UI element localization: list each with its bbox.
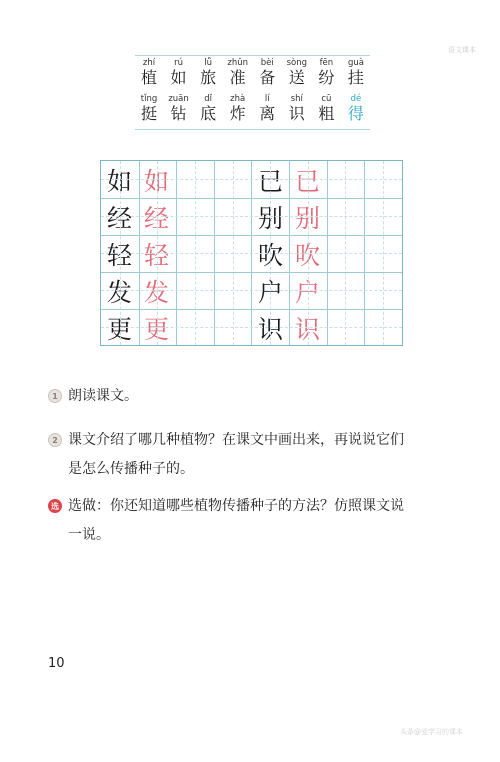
grid-guide-line: [101, 216, 402, 217]
grid-row-line: [101, 272, 402, 273]
question-3-line-2: 一说。: [68, 527, 110, 543]
character: 送: [288, 68, 305, 87]
vocab-word: [165, 58, 193, 87]
grid-guide-line: [101, 290, 402, 291]
trace-character: 识: [294, 314, 320, 344]
question-2-icon: 2: [48, 433, 62, 447]
pinyin: guà: [347, 58, 364, 68]
question-3-line-1: 选做：你还知道哪些植物传播种子的方法？仿照课文说: [68, 498, 404, 514]
watermark-bottom: 头条@爱学习的课本: [400, 728, 463, 736]
character: 挺: [140, 104, 157, 123]
vocabulary-box: [135, 55, 370, 130]
trace-character: 户: [294, 277, 320, 307]
pinyin: lí: [264, 94, 270, 104]
grid-row-line: [101, 235, 402, 236]
pinyin: lǚ: [204, 58, 212, 68]
grid-guide-line: [101, 327, 402, 328]
vocab-bottom-rule: [135, 129, 370, 130]
trace-character: 发: [143, 277, 169, 307]
grid-row-line: [101, 198, 402, 199]
vocab-word: [253, 94, 281, 123]
grid-row-line: [101, 309, 402, 310]
character: 植: [140, 68, 157, 87]
model-character: 识: [257, 314, 283, 344]
question-2-line-1: 课文介绍了哪几种植物？在课文中画出来，再说说它们: [68, 432, 404, 448]
vocab-word: [135, 94, 163, 123]
optional-task-icon: 选: [48, 499, 62, 513]
vocab-word: [283, 94, 311, 123]
trace-character: 已: [294, 166, 320, 196]
vocab-word-highlighted: [342, 94, 370, 123]
pinyin: sòng: [286, 58, 308, 68]
trace-character: 更: [143, 314, 169, 344]
pinyin: bèi: [260, 58, 274, 68]
vocab-word: [194, 94, 222, 123]
question-1-icon: 1: [48, 389, 62, 403]
vocab-word: [194, 58, 222, 87]
vocab-word: [312, 94, 340, 123]
trace-character: 别: [294, 203, 320, 233]
character: 识: [288, 104, 305, 123]
pinyin: tǐng: [140, 94, 158, 104]
model-character: 吹: [257, 240, 283, 270]
vocab-word: [135, 58, 163, 87]
model-character: 发: [106, 277, 132, 307]
trace-character: 轻: [143, 240, 169, 270]
pinyin: fēn: [319, 58, 334, 68]
trace-character: 经: [143, 203, 169, 233]
character: 备: [259, 68, 276, 87]
model-character: 已: [257, 166, 283, 196]
trace-character: 吹: [294, 240, 320, 270]
pinyin: dǐ: [204, 94, 212, 104]
vocab-word: [312, 58, 340, 87]
vocab-word: [224, 94, 252, 123]
character: 底: [200, 104, 217, 123]
character: 纷: [318, 68, 335, 87]
character: 离: [259, 104, 276, 123]
vocab-word: [283, 58, 311, 87]
vocab-top-rule: [135, 55, 370, 56]
vocab-word: [165, 94, 193, 123]
question-1-text: 朗读课文。: [68, 388, 138, 404]
model-character: 别: [257, 203, 283, 233]
character: 旅: [200, 68, 217, 87]
character: 准: [229, 68, 246, 87]
trace-character: 如: [143, 166, 169, 196]
page-number: 10: [48, 656, 65, 671]
writing-practice-grid: [100, 160, 403, 346]
vocab-row-2: [135, 94, 370, 123]
grid-guide-line: [101, 253, 402, 254]
pinyin: zuān: [168, 94, 189, 104]
pinyin: zhà: [230, 94, 246, 104]
character: 得: [347, 104, 364, 123]
grid-guide-line: [101, 179, 402, 180]
watermark-top: 语文课本: [448, 46, 476, 54]
character: 挂: [347, 68, 364, 87]
vocab-word: [342, 58, 370, 87]
vocab-word: [224, 58, 252, 87]
model-character: 户: [257, 277, 283, 307]
pinyin: cū: [321, 94, 332, 104]
pinyin: zhǔn: [227, 58, 248, 68]
model-character: 轻: [106, 240, 132, 270]
model-character: 如: [106, 166, 132, 196]
pinyin: rú: [174, 58, 183, 68]
character: 钻: [170, 104, 187, 123]
model-character: 经: [106, 203, 132, 233]
character: 炸: [229, 104, 246, 123]
model-character: 更: [106, 314, 132, 344]
pinyin: shí: [290, 94, 303, 104]
character: 粗: [318, 104, 335, 123]
character: 如: [170, 68, 187, 87]
question-2-line-2: 是怎么传播种子的。: [68, 461, 194, 477]
pinyin: dé: [350, 94, 362, 104]
vocab-word: [253, 58, 281, 87]
vocab-row-1: [135, 58, 370, 87]
pinyin: zhí: [142, 58, 156, 68]
